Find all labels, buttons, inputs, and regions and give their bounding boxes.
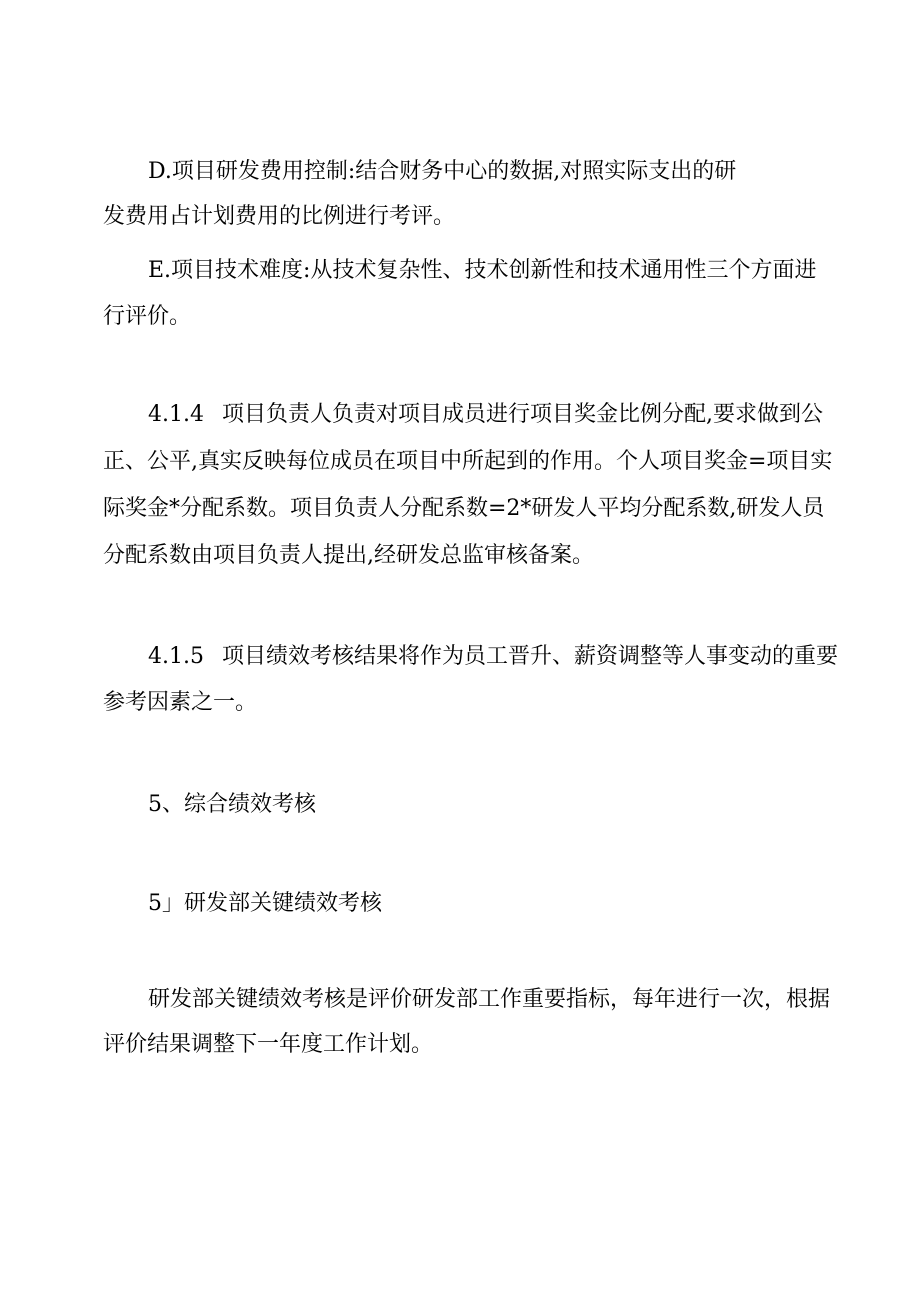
kpi-paragraph-line-1: 研发部关键绩效考核是评价研发部工作重要指标，每年进行一次，根据 [148,987,831,1012]
section-number: 4.1.5 [148,644,204,669]
section-4-1-4-line-1 [148,400,823,430]
e-difficulty-line-1: E.项目技术难度:从技术复杂性、技术创新性和技术通用性三个方面进 [148,258,817,283]
section-text: 项目负责人负责对项目成员进行项目奖金比例分配,要求做到公 [221,402,823,427]
d-control-line-2: 发费用占计划费用的比例进行考评。 [103,204,456,229]
section-text: 项目绩效考核结果将作为员工晋升、薪资调整等人事变动的重要 [221,644,838,669]
kpi-paragraph-line-2: 评价结果调整下一年度工作计划。 [103,1032,434,1057]
section-4-1-4-line-2: 正、公平,真实反映每位成员在项目中所起到的作用。个人项目奖金=项目实 [103,449,833,474]
section-4-1-5-line-1 [148,642,838,672]
section-number: 4.1.4 [148,402,204,427]
heading-5-1-rd-kpi: 5」研发部关键绩效考核 [148,891,382,916]
section-4-1-4-line-4: 分配系数由项目负责人提出,经研发总监审核备案。 [103,543,594,568]
section-4-1-4-line-3: 际奖金*分配系数。项目负责人分配系数=2*研发人平均分配系数,研发人员 [103,496,825,521]
d-control-line-1: D.项目研发费用控制:结合财务中心的数据,对照实际支出的研 [148,159,737,184]
section-4-1-5-line-2: 参考因素之一。 [103,690,258,715]
heading-5-comprehensive: 5、综合绩效考核 [148,792,316,817]
e-difficulty-line-2: 行评价。 [103,304,192,329]
